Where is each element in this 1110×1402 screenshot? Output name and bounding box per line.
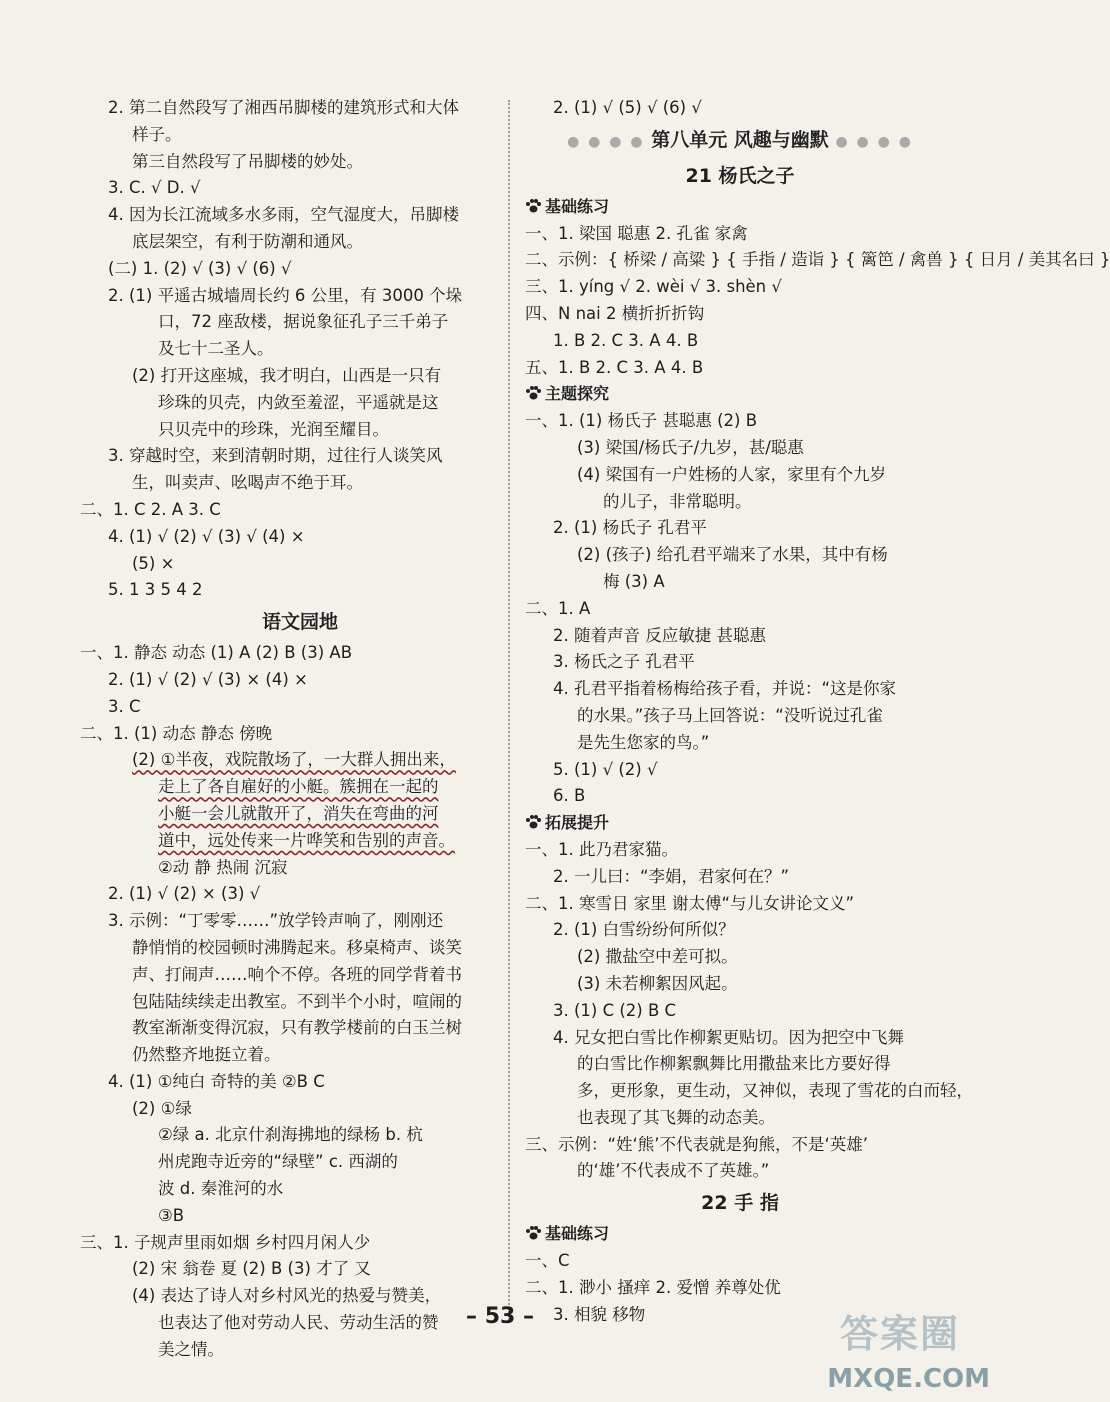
paw-icon [525, 199, 541, 213]
answer-line: 二、1. 寒雪日 家里 谢太傅“与儿女讲论文义” [525, 893, 855, 913]
answer-line: 第三自然段写了吊脚楼的妙处。 [132, 151, 363, 171]
section-label-theme: 主题探究 [525, 381, 955, 408]
answer-line: 二、1. A [525, 598, 591, 618]
unit-title: ● ● ● ● 第八单元 风趣与幽默 ● ● ● ● [567, 128, 913, 151]
answer-line: 3. C. √ D. √ [108, 178, 201, 198]
answer-line: 只贝壳中的珍珠，光润至耀目。 [158, 419, 389, 439]
answer-line: 三、示例：“姓‘熊’不代表就是狗熊，不是‘英雄’ [525, 1134, 869, 1154]
answer-line: (2) 撒盐空中差可拟。 [577, 947, 738, 967]
answer-line: 三、1. 子规声里雨如烟 乡村四月闲人少 [80, 1232, 371, 1252]
answer-line: 口，72 座敌楼，据说象征孔子三千弟子 [158, 312, 449, 332]
answer-line: 走上了各自雇好的小艇。簇拥在一起的 [158, 777, 439, 797]
answer-line: 二、1. C 2. A 3. C [80, 499, 221, 519]
answer-line: 二、1. (1) 动态 静态 傍晚 [80, 723, 273, 743]
answer-line: 也表达了他对劳动人民、劳动生活的赞 [158, 1313, 439, 1333]
answer-line: 一、1. 此乃君家猫。 [525, 839, 678, 859]
section-heading-yuwenyuandi: 语文园地 [261, 611, 338, 634]
left-answers-block [80, 95, 520, 604]
answer-line: (3) 未若柳絮因风起。 [577, 973, 738, 993]
section-label-extend: 拓展提升 [525, 810, 955, 837]
answer-line: 一、1. 梁国 聪惠 2. 孔雀 家禽 [525, 223, 748, 243]
answer-line: 5. 1 3 5 4 2 [108, 580, 203, 600]
answer-line: (2) 打开这座城，我才明白，山西是一只有 [132, 365, 442, 385]
lesson-22-title: 22 手 指 [701, 1192, 779, 1215]
answer-line: 也表现了其飞舞的动态美。 [577, 1107, 775, 1127]
section-label-basic-22: 基础练习 [525, 1221, 955, 1248]
answer-line: 底层架空，有利于防潮和通风。 [132, 231, 363, 251]
answer-line: 4. (1) √ (2) √ (3) √ (4) × [108, 526, 305, 546]
answer-line: 2. (1) √ (5) √ (6) √ [553, 98, 702, 117]
answer-line: 及七十二圣人。 [158, 339, 274, 359]
paw-icon [525, 815, 541, 829]
answer-line: 4. (1) ①纯白 奇特的美 ②B C [108, 1071, 325, 1091]
page-number: – 53 – [466, 1304, 534, 1329]
answer-line: 多，更形象，更生动，又神似，表现了雪花的白而轻， [577, 1081, 973, 1101]
right-column [525, 95, 1110, 1328]
answer-line: 3. (1) C (2) B C [553, 1000, 677, 1020]
answer-line: 波 d. 秦淮河的水 [158, 1179, 284, 1199]
answer-line: 小艇一会儿就散开了，消失在弯曲的河 [158, 803, 439, 823]
answer-line: ②绿 a. 北京什刹海拂地的绿杨 b. 杭 [158, 1125, 423, 1145]
answer-line: 2. (1) 白雪纷纷何所似？ [553, 920, 735, 940]
answer-line: 3. 杨氏之子 孔君平 [553, 652, 695, 672]
answer-line: 珍珠的贝壳，内敛至羞涩，平遥就是这 [158, 392, 439, 412]
answer-line: 梅 (3) A [603, 571, 665, 591]
answer-line: 2. (1) 平遥古城墙周长约 6 公里，有 3000 个垛 [108, 285, 463, 305]
answer-line: 2. 第二自然段写了湘西吊脚楼的建筑形式和大体 [108, 98, 459, 117]
answer-line: 四、N nai 2 横折折折钩 [525, 303, 705, 323]
answer-line: (4) 梁国有一户姓杨的人家，家里有个九岁 [577, 464, 887, 484]
answer-line: ②动 静 热闹 沉寂 [158, 857, 288, 877]
answer-line: 是先生您家的鸟。” [577, 732, 710, 752]
answer-line: 3. 穿越时空，来到清朝时期，过往行人谈笑风 [108, 446, 443, 466]
answer-line: ③B [158, 1205, 185, 1225]
watermark-title: 答案圈 [839, 1312, 960, 1356]
answer-line: 教室渐渐变得沉寂，只有教学楼前的白玉兰树 [132, 1018, 462, 1038]
answer-line: 二、1. 渺小 搔痒 2. 爱憎 养尊处优 [525, 1277, 781, 1297]
answer-line: 2. (1) 杨氏子 孔君平 [553, 518, 707, 538]
answer-line: 包陆陆续续走出教室。不到半个小时，喧闹的 [132, 991, 462, 1011]
answer-line: 声、打闹声……响个不停。各班的同学背着书 [132, 964, 462, 984]
answer-line: 五、1. B 2. C 3. A 4. B [525, 357, 704, 377]
answer-line: 3. C [108, 696, 141, 716]
answer-line: 二、示例：{ 桥梁 / 高粱 } { 手指 / 造诣 } { 篱笆 / 禽兽 } { 日月 / 美其名曰 } [525, 250, 1110, 270]
paw-icon [525, 386, 541, 400]
answer-line: (二) 1. (2) √ (3) √ (6) √ [108, 258, 292, 278]
basic-answers [525, 221, 1110, 382]
watermark-url: MXQE.COM [827, 1364, 990, 1394]
answer-line: 3. 示例：“丁零零……”放学铃声响了，刚刚还 [108, 911, 444, 931]
answer-line: 一、1. 静态 动态 (1) A (2) B (3) AB [80, 643, 353, 663]
answer-line: 的儿子，非常聪明。 [603, 491, 752, 511]
answer-line: 州虎跑寺近旁的“绿壁” c. 西湖的 [158, 1152, 398, 1172]
answer-line: (2) (孩子) 给孔君平端来了水果，其中有杨 [577, 545, 888, 565]
answer-line: 1. B 2. C 3. A 4. B [553, 330, 699, 350]
answer-line: 4. 孔君平指着杨梅给孩子看，并说：“这是你家 [553, 679, 897, 699]
answer-line: 4. 因为长江流域多水多雨，空气湿度大，吊脚楼 [108, 205, 459, 225]
answer-line: 美之情。 [158, 1339, 224, 1359]
answer-line: 6. B [553, 786, 586, 806]
answer-line: (3) 梁国/杨氏子/九岁，甚/聪惠 [577, 437, 804, 457]
answer-line: 一、C [525, 1251, 570, 1271]
answer-line: 道中，远处传来一片哗笑和告别的声音。 [158, 830, 455, 850]
answer-line: 一、1. (1) 杨氏子 甚聪惠 (2) B [525, 411, 758, 431]
answer-line: 三、1. yíng √ 2. wèi √ 3. shèn √ [525, 277, 782, 297]
lesson-21-title: 21 杨氏之子 [685, 164, 795, 187]
answer-line: 2. (1) √ (2) √ (3) × (4) × [108, 669, 308, 689]
paw-icon [525, 1226, 541, 1240]
answer-line: 3. 相貌 移物 [553, 1304, 646, 1324]
answer-line: 样子。 [132, 124, 182, 144]
answer-line: (5) × [132, 553, 175, 573]
decorative-dots-icon: ● ● ● ● [835, 133, 913, 150]
answer-line: (4) 表达了诗人对乡村风光的热爱与赞美， [132, 1286, 442, 1306]
answer-line: 2. (1) √ (2) × (3) √ [108, 884, 261, 904]
answer-line: 静悄悄的校园顿时沸腾起来。移桌椅声、谈笑 [132, 937, 462, 957]
answer-line: (2) 宋 翁卷 夏 (2) B (3) 才了 又 [132, 1259, 371, 1279]
left-answers-block-2 [80, 640, 520, 1364]
left-column [80, 95, 520, 1364]
answer-line: 4. 兄女把白雪比作柳絮更贴切。因为把空中飞舞 [553, 1027, 904, 1047]
answer-line: 的白雪比作柳絮飘舞比用撒盐来比方要好得 [577, 1054, 891, 1074]
answer-line: 仍然整齐地挺立着。 [132, 1045, 281, 1065]
decorative-dots-icon: ● ● ● ● [567, 133, 645, 150]
answer-line: 5. (1) √ (2) √ [553, 759, 658, 779]
answer-line: 2. 一儿曰：“李娟，君家何在？” [553, 866, 790, 886]
section-label-basic: 基础练习 [525, 194, 955, 221]
answer-line: 的‘雄’不代表成不了英雄。” [577, 1161, 770, 1181]
extend-answers [525, 837, 973, 1185]
answer-line: (2) ①绿 [132, 1098, 192, 1118]
answer-line: (2) ①半夜，戏院散场了，一大群人拥出来， [132, 750, 456, 770]
answer-line: 的水果。”孩子马上回答说：“没听说过孔雀 [577, 705, 883, 725]
answer-line: 2. 随着声音 反应敏捷 甚聪惠 [553, 625, 766, 645]
answer-line: 生，叫卖声、吆喝声不绝于耳。 [132, 473, 363, 493]
theme-answers [525, 408, 955, 810]
